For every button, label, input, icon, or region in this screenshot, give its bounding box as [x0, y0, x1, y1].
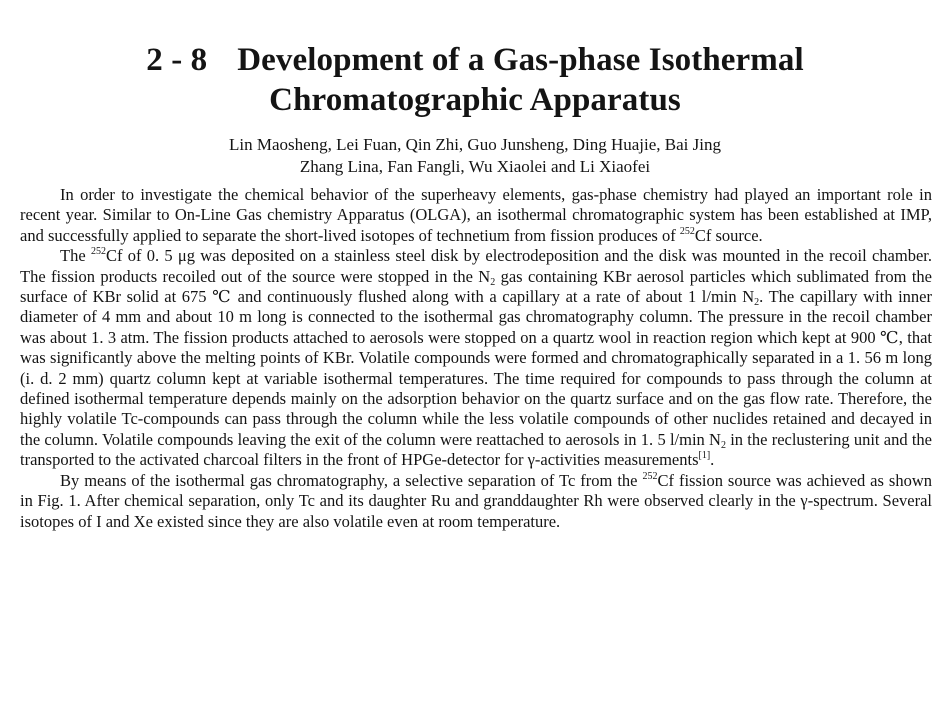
paper-title [0, 40, 950, 120]
superscript: 252 [679, 225, 695, 237]
text-run: The [60, 246, 91, 266]
paragraph-3 [20, 471, 932, 532]
text-run: By means of the isothermal gas chromatography, a selective separation of Tc from the [60, 470, 643, 490]
section-number: 2 - 8 [146, 42, 208, 78]
text-run: Cf of 0. 5 μg was deposited on a stainless steel disk by electrodeposition and the disk was mounted in the recoil chamber. The fission products recoiled out of the source were stopped in the N [20, 246, 932, 286]
subscript: 2 [754, 297, 760, 309]
text-run: Cf fission source was achieved as shown in Fig. 1. After chemical separation, only Tc and its daughter Ru and granddaughter Rh were observed clearly in the γ-spectrum. Several isotopes of I and Xe existed since they are also volatile even at room temperature. [20, 470, 932, 531]
authors-line-2: Zhang Lina, Fan Fangli, Wu Xiaolei and Li Xiaofei [299, 157, 651, 176]
text-run: Cf source. [694, 225, 763, 245]
author-list [0, 134, 950, 178]
superscript: 252 [90, 246, 106, 258]
body-text [20, 185, 932, 532]
authors-line-1: Lin Maosheng, Lei Fuan, Qin Zhi, Guo Junsheng, Ding Huajie, Bai Jing [228, 135, 721, 154]
superscript: 252 [642, 470, 658, 482]
subscript: 2 [490, 276, 496, 288]
text-run: gas containing KBr aerosol particles which sublimated from the surface of KBr solid at 675 ℃ and continuously flushed along with a capillary at a rate of about 1 l/min N [20, 266, 932, 307]
title-text-1: Development of a Gas-phase Isothermal [237, 42, 804, 78]
subscript: 2 [720, 439, 726, 451]
paragraph-1 [20, 185, 932, 246]
title-line-2: Chromatographic Apparatus [269, 82, 681, 118]
text-run: In order to investigate the chemical behavior of the superheavy elements, gas-phase chemistry had played an important role in recent year. Similar to On-Line Gas chemistry Apparatus (OLGA), an isothermal chromatographic system has been established at IMP, and successfully applied to separate the short-lived isotopes of technetium from fission produces of [20, 185, 932, 245]
text-run: . The capillary with inner diameter of 4 mm and about 10 m long is connected to the isothermal gas chromatography column. The pressure in the recoil chamber was about 1. 3 atm. The fission products attached to aerosols were stopped on a quartz wool in reaction region which kept at 900 ℃, that was significantly above the melting points of KBr. Volatile compounds were formed and chromatographically separated in a 1. 56 m long (i. d. 2 mm) quartz column kept at variable isothermal temperatures. The time required for compounds to pass through the column at defined isothermal temperature depends mainly on the adsorption behavior on the quartz surface and on the gas flow rate. Therefore, the highly volatile Tc-compounds can pass through the column while the less volatile compounds of other nuclides retained and decayed in the column. Volatile compounds leaving the exit of the column were reattached to aerosols in 1. 5 l/min N [20, 287, 932, 449]
title-line-1 [0, 40, 950, 80]
text-run: in the reclustering unit and the transported to the activated charcoal filters in the front of HPGe-detector for γ-activities measurements [20, 429, 932, 470]
paragraph-2 [20, 246, 932, 470]
citation-ref: [1] [698, 450, 711, 462]
text-run: . [710, 450, 715, 470]
